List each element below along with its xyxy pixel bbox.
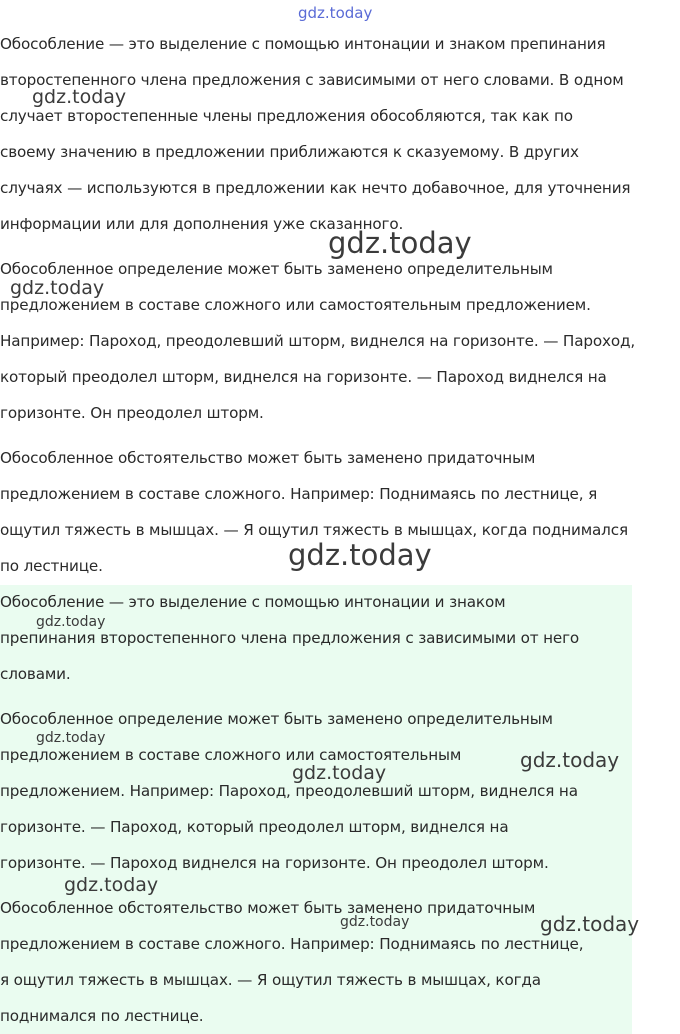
text-line: Обособленное обстоятельство может быть заменено придаточным bbox=[0, 449, 536, 467]
theory-paragraph-3 bbox=[0, 440, 628, 584]
watermark: gdz.today bbox=[32, 86, 127, 108]
watermark: gdz.today bbox=[288, 538, 432, 572]
text-line: предложением в составе сложного или самостоятельным предложением. bbox=[0, 296, 591, 314]
answer-paragraph-1 bbox=[0, 584, 579, 692]
watermark: gdz.today bbox=[64, 874, 159, 896]
text-line: по лестнице. bbox=[0, 557, 103, 575]
text-line: который преодолел шторм, виднелся на горизонте. — Пароход виднелся на bbox=[0, 368, 607, 386]
text-line: случает второстепенные члены предложения обособляются, так как по bbox=[0, 107, 573, 125]
text-line: своему значению в предложении приближаются к сказуемому. В других bbox=[0, 143, 579, 161]
text-line: горизонте. Он преодолел шторм. bbox=[0, 404, 264, 422]
theory-paragraph-2 bbox=[0, 251, 635, 431]
text-line: информации или для дополнения уже сказанного. bbox=[0, 215, 404, 233]
watermark-top: gdz.today bbox=[298, 4, 373, 22]
text-line: предложением в составе сложного. Например: Поднимаясь по лестнице, bbox=[0, 935, 584, 953]
text-line: Обособленное обстоятельство может быть заменено придаточным bbox=[0, 899, 536, 917]
text-line: поднимался по лестнице. bbox=[0, 1007, 204, 1025]
text-line: Обособленное определение может быть заменено определительным bbox=[0, 260, 553, 278]
answer-paragraph-3 bbox=[0, 890, 583, 1034]
watermark: gdz.today bbox=[292, 762, 387, 784]
watermark: gdz.today bbox=[36, 730, 106, 746]
text-line: горизонте. — Пароход, который преодолел шторм, виднелся на bbox=[0, 818, 509, 836]
theory-paragraph-1 bbox=[0, 26, 630, 242]
text-line: горизонте. — Пароход виднелся на горизонте. Он преодолел шторм. bbox=[0, 854, 549, 872]
watermark: gdz.today bbox=[36, 614, 106, 630]
watermark: gdz.today bbox=[10, 277, 105, 299]
watermark: gdz.today bbox=[328, 226, 472, 260]
text-line: Например: Пароход, преодолевший шторм, виднелся на горизонте. — Пароход, bbox=[0, 332, 635, 350]
text-line: словами. bbox=[0, 665, 71, 683]
text-line: предложением в составе сложного. Например: Поднимаясь по лестнице, я bbox=[0, 485, 598, 503]
text-line: препинания второстепенного члена предложения с зависимыми от него bbox=[0, 629, 580, 647]
text-line: случаях — используются в предложении как нечто добавочное, для уточнения bbox=[0, 179, 631, 197]
text-line: Обособленное определение может быть заменено определительным bbox=[0, 710, 553, 728]
text-line: второстепенного члена предложения с зависимыми от него словами. В одном bbox=[0, 71, 624, 89]
text-line: я ощутил тяжесть в мышцах. — Я ощутил тяжесть в мышцах, когда bbox=[0, 971, 541, 989]
text-line: ощутил тяжесть в мышцах. — Я ощутил тяжесть в мышцах, когда поднимался bbox=[0, 521, 628, 539]
text-line: предложением. Например: Пароход, преодолевший шторм, виднелся на bbox=[0, 782, 578, 800]
watermark: gdz.today bbox=[340, 914, 410, 930]
text-line: предложением в составе сложного или самостоятельным bbox=[0, 746, 462, 764]
text-line: Обособление — это выделение с помощью интонации и знаком препинания bbox=[0, 35, 606, 53]
watermark: gdz.today bbox=[520, 748, 620, 772]
text-line: Обособление — это выделение с помощью интонации и знаком bbox=[0, 593, 506, 611]
answer-paragraph-2 bbox=[0, 701, 578, 881]
watermark: gdz.today bbox=[540, 912, 640, 936]
